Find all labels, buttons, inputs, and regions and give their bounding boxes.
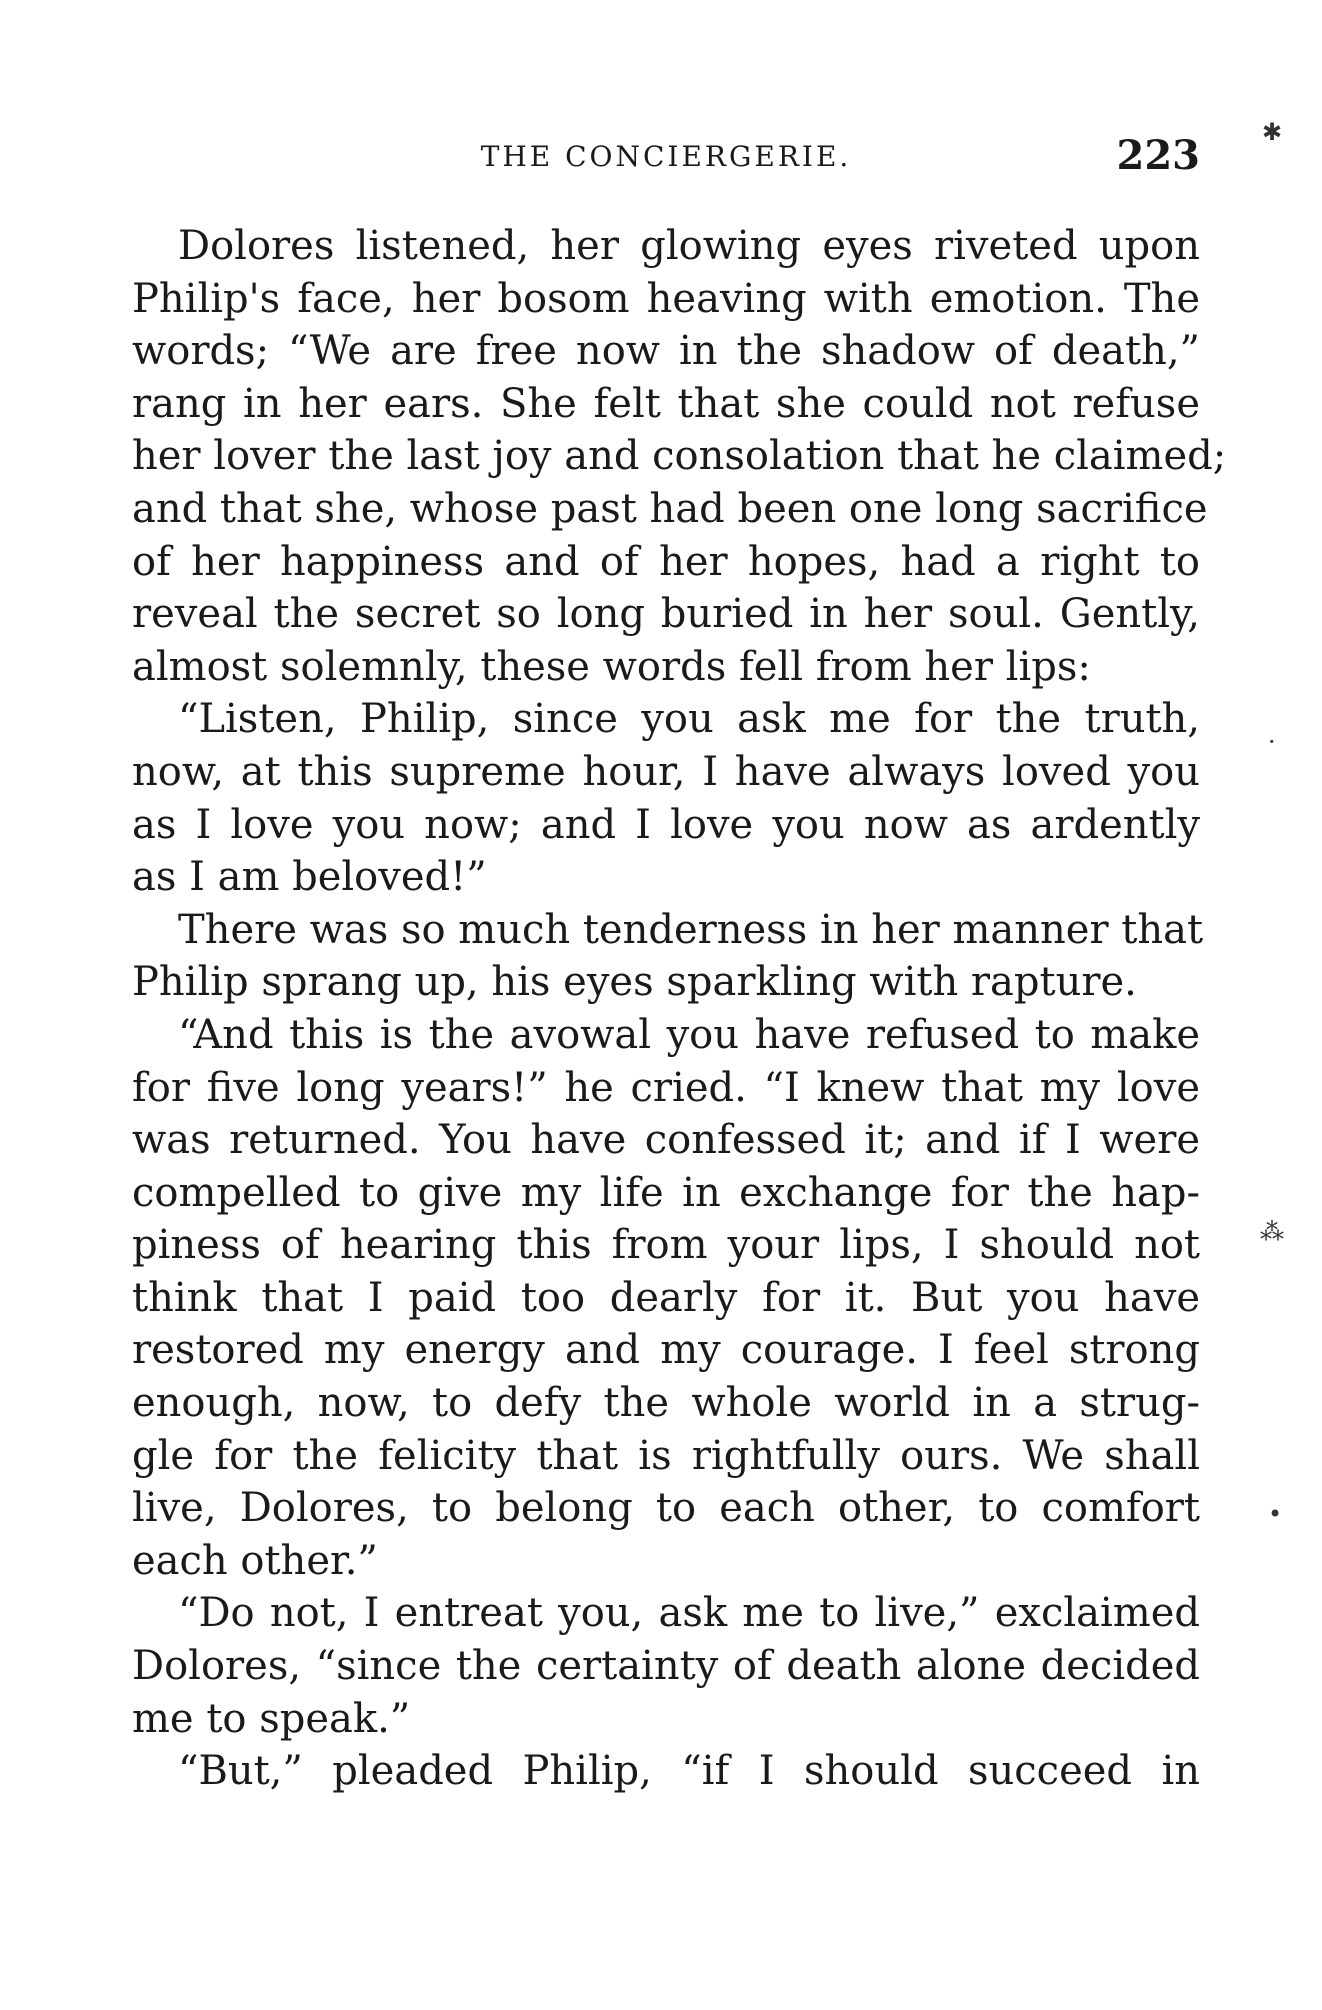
text-line: piness of hearing this from your lips, I should not xyxy=(132,1222,1200,1269)
ink-speck-icon: · xyxy=(1268,728,1276,756)
page-number: 223 xyxy=(1116,132,1200,179)
text-line: as I am beloved!” xyxy=(132,854,487,901)
text-line: for five long years!” he cried. “I knew that my love xyxy=(132,1064,1200,1111)
text-line: Dolores, “since the certainty of death alone decided xyxy=(132,1643,1200,1690)
text-line: “But,” pleaded Philip, “if I should succeed in xyxy=(178,1748,1200,1795)
text-line: was returned. You have confessed it; and if I were xyxy=(132,1117,1200,1164)
ink-speck-icon: ⁂ xyxy=(1260,1218,1284,1246)
text-line: Dolores listened, her glowing eyes riveted upon xyxy=(178,223,1200,269)
text-line: her lover the last joy and consolation that he claimed; xyxy=(132,433,1227,480)
text-line: as I love you now; and I love you now as ardently xyxy=(132,801,1200,848)
text-line: reveal the secret so long buried in her soul. Gently, xyxy=(132,591,1200,638)
text-line: There was so much tenderness in her manner that xyxy=(178,906,1204,953)
ink-speck-icon: ✱ xyxy=(1262,118,1283,146)
text-line: words; “We are free now in the shadow of death,” xyxy=(132,328,1200,375)
running-title: THE CONCIERGERIE. xyxy=(480,140,852,173)
text-line: Philip's face, her bosom heaving with emotion. The xyxy=(132,275,1200,322)
text-line: rang in her ears. She felt that she could not refuse xyxy=(132,380,1200,427)
text-line: each other.” xyxy=(132,1537,378,1584)
body-text xyxy=(132,220,1227,1798)
text-line: almost solemnly, these words fell from her lips: xyxy=(132,643,1091,690)
text-line: and that she, whose past had been one long sacrifice xyxy=(132,485,1208,532)
text-line: now, at this supreme hour, I have always loved you xyxy=(132,748,1200,795)
text-line: enough, now, to defy the whole world in a strug- xyxy=(132,1380,1200,1427)
text-line: gle for the felicity that is rightfully ours. We shall xyxy=(132,1432,1200,1479)
page-header xyxy=(132,132,1200,182)
text-line: live, Dolores, to belong to each other, to comfort xyxy=(132,1485,1200,1532)
text-line: restored my energy and my courage. I feel strong xyxy=(132,1327,1200,1374)
text-line: “Do not, I entreat you, ask me to live,” exclaimed xyxy=(178,1590,1200,1637)
text-line: compelled to give my life in exchange for the hap- xyxy=(132,1169,1200,1216)
ink-speck-icon: • xyxy=(1268,1500,1283,1528)
text-line: “And this is the avowal you have refused to make xyxy=(178,1011,1200,1058)
text-line: “Listen, Philip, since you ask me for the truth, xyxy=(178,696,1200,743)
text-line: Philip sprang up, his eyes sparkling with rapture. xyxy=(132,959,1137,1006)
text-line: think that I paid too dearly for it. But you have xyxy=(132,1274,1200,1321)
text-line: me to speak.” xyxy=(132,1695,411,1742)
text-line: of her happiness and of her hopes, had a right to xyxy=(132,538,1200,585)
